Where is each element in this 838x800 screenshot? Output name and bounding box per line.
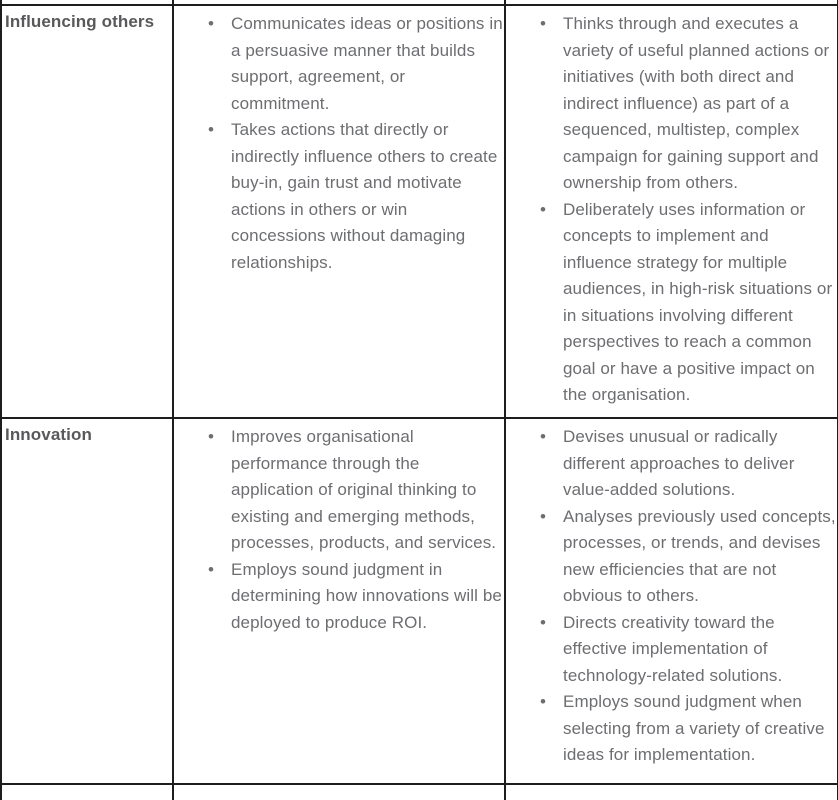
competency-name-cell [1, 5, 173, 418]
behavior-cell-col2 [173, 418, 505, 784]
bullet-item: • Employs sound judgment in determining how innovations will be deployed to produce ROI. [231, 557, 503, 637]
bullet-item: • Communicates ideas or positions in a persuasive manner that builds support, agreement, or commitment. [231, 11, 503, 117]
bullet-list [506, 11, 836, 409]
cropped-cell [505, 784, 838, 800]
behavior-cell-col3 [505, 5, 838, 418]
bullet-item: • Analyses previously used concepts, processes, or trends, and devises new efficiencies that are not obvious to others. [563, 504, 836, 610]
behavior-cell-col3 [505, 418, 838, 784]
table-row-influencing-others [1, 5, 838, 418]
competency-name: Innovation [5, 425, 92, 444]
bullet-list [506, 424, 836, 769]
competency-name: Influencing others [5, 12, 155, 31]
bullet-list [174, 424, 503, 636]
cropped-cell [1, 784, 173, 800]
bullet-list [174, 11, 503, 276]
bullet-item: • Directs creativity toward the effective implementation of technology-related solutions. [563, 610, 836, 690]
cropped-cell [173, 784, 505, 800]
competency-name-cell [1, 418, 173, 784]
bullet-item: • Thinks through and executes a variety of useful planned actions or initiatives (with both direct and indirect influence) as part of a sequenced, multistep, complex campaign for gaining support and ownership from others. [563, 11, 836, 197]
bullet-item: • Devises unusual or radically different approaches to deliver value-added solutions. [563, 424, 836, 504]
table-row-innovation [1, 418, 838, 784]
bullet-item: • Improves organisational performance through the application of original thinking to existing and emerging methods, processes, products, and services. [231, 424, 503, 557]
bullet-item: • Employs sound judgment when selecting from a variety of creative ideas for implementation. [563, 689, 836, 769]
behavior-cell-col2 [173, 5, 505, 418]
bullet-item: • Takes actions that directly or indirectly influence others to create buy-in, gain trust and motivate actions in others or win concessions without damaging relationships. [231, 117, 503, 276]
cropped-row-bottom [1, 784, 838, 800]
bullet-item: • Deliberately uses information or concepts to implement and influence strategy for multiple audiences, in high-risk situations or in situations involving different perspectives to reach a common goal or have a positive impact on the organisation. [563, 197, 836, 409]
